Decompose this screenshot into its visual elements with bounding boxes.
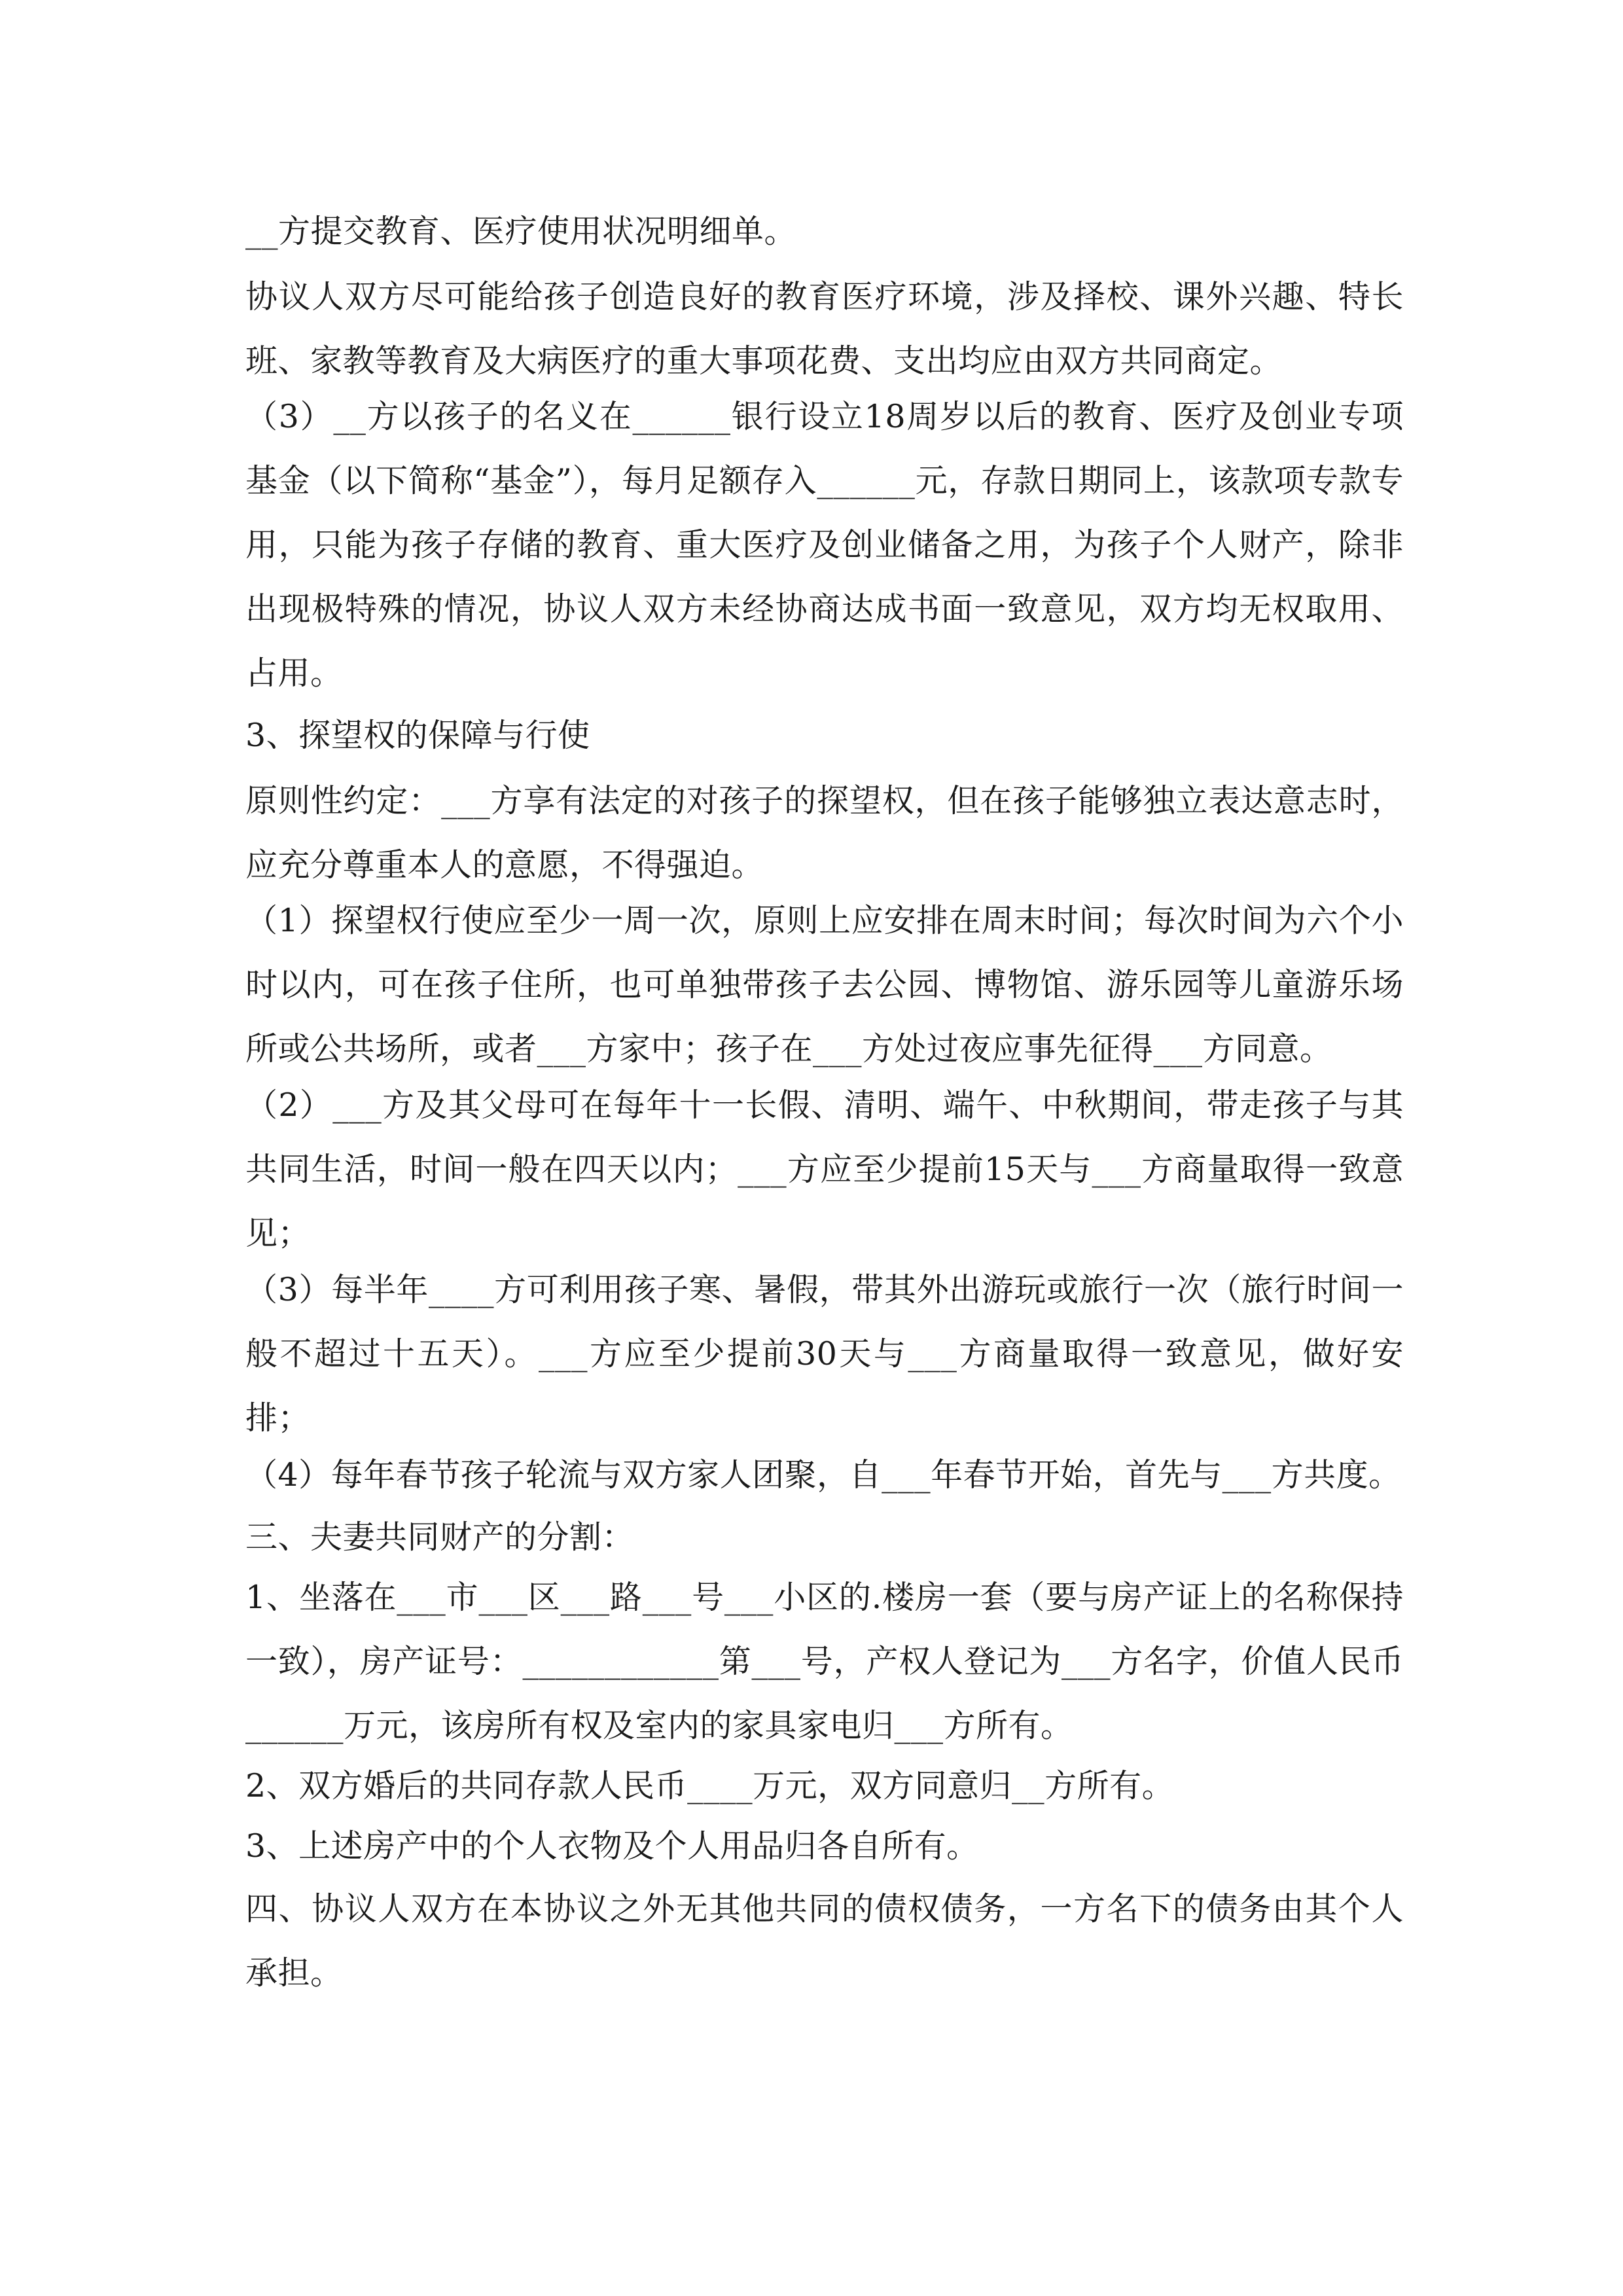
paragraph-visitation-item-4: （4）每年春节孩子轮流与双方家人团聚，自___年春节开始，首先与___方共度。 — [245, 1456, 1401, 1494]
paragraph-fund-clause: （3）__方以孩子的名义在______银行设立18周岁以后的教育、医疗及创业专项基金（以下简称“基金”），每月足额存入______元，存款日期同上，该款项专款专用，只能为孩子存储的教育、重大医疗及创业储备之用，为孩子个人财产，除非出现极特殊的情况，协议人双方未经协商达成书面一致意见，双方均无权取用、占用。 — [245, 398, 1404, 692]
paragraph-visitation-principle: 原则性约定：___方享有法定的对孩子的探望权，但在孩子能够独立表达意志时，应充分尊重本人的意愿，不得强迫。 — [245, 782, 1404, 884]
section-heading-visitation: 3、探望权的保障与行使 — [245, 717, 590, 754]
paragraph-education-environment: 协议人双方尽可能给孩子创造良好的教育医疗环境，涉及择校、课外兴趣、特长班、家教等教育及大病医疗的重大事项花费、支出均应由双方共同商定。 — [245, 278, 1404, 380]
section-heading-property-division: 三、夫妻共同财产的分割： — [245, 1518, 635, 1556]
paragraph-visitation-item-3: （3）每半年____方可利用孩子寒、暑假，带其外出游玩或旅行一次（旅行时间一般不超过十五天）。___方应至少提前30天与___方商量取得一致意见，做好安排； — [245, 1271, 1404, 1437]
paragraph-property-deposit: 2、双方婚后的共同存款人民币____万元，双方同意归__方所有。 — [245, 1767, 1175, 1804]
paragraph-property-house: 1、坐落在___市___区___路___号___小区的.楼房一套（要与房产证上的名称保持一致），房产证号：____________第___号，产权人登记为___方名字，价值人民币______万元，该房所有权及室内的家具家电归___方所有。 — [245, 1579, 1404, 1744]
paragraph-visitation-item-2: （2）___方及其父母可在每年十一长假、清明、端午、中秋期间，带走孩子与其共同生活，时间一般在四天以内；___方应至少提前15天与___方商量取得一致意见； — [245, 1086, 1404, 1252]
paragraph-debts: 四、协议人双方在本协议之外无其他共同的债权债务，一方名下的债务由其个人承担。 — [245, 1890, 1404, 1992]
paragraph-visitation-item-1: （1）探望权行使应至少一周一次，原则上应安排在周末时间；每次时间为六个小时以内，可在孩子住所，也可单独带孩子去公园、博物馆、游乐园等儿童游乐场所或公共场所，或者___方家中；孩子在___方处过夜应事先征得___方同意。 — [245, 902, 1404, 1067]
paragraph-property-personal-items: 3、上述房产中的个人衣物及个人用品归各自所有。 — [245, 1827, 979, 1865]
paragraph-report-submission: __方提交教育、医疗使用状况明细单。 — [245, 213, 797, 250]
